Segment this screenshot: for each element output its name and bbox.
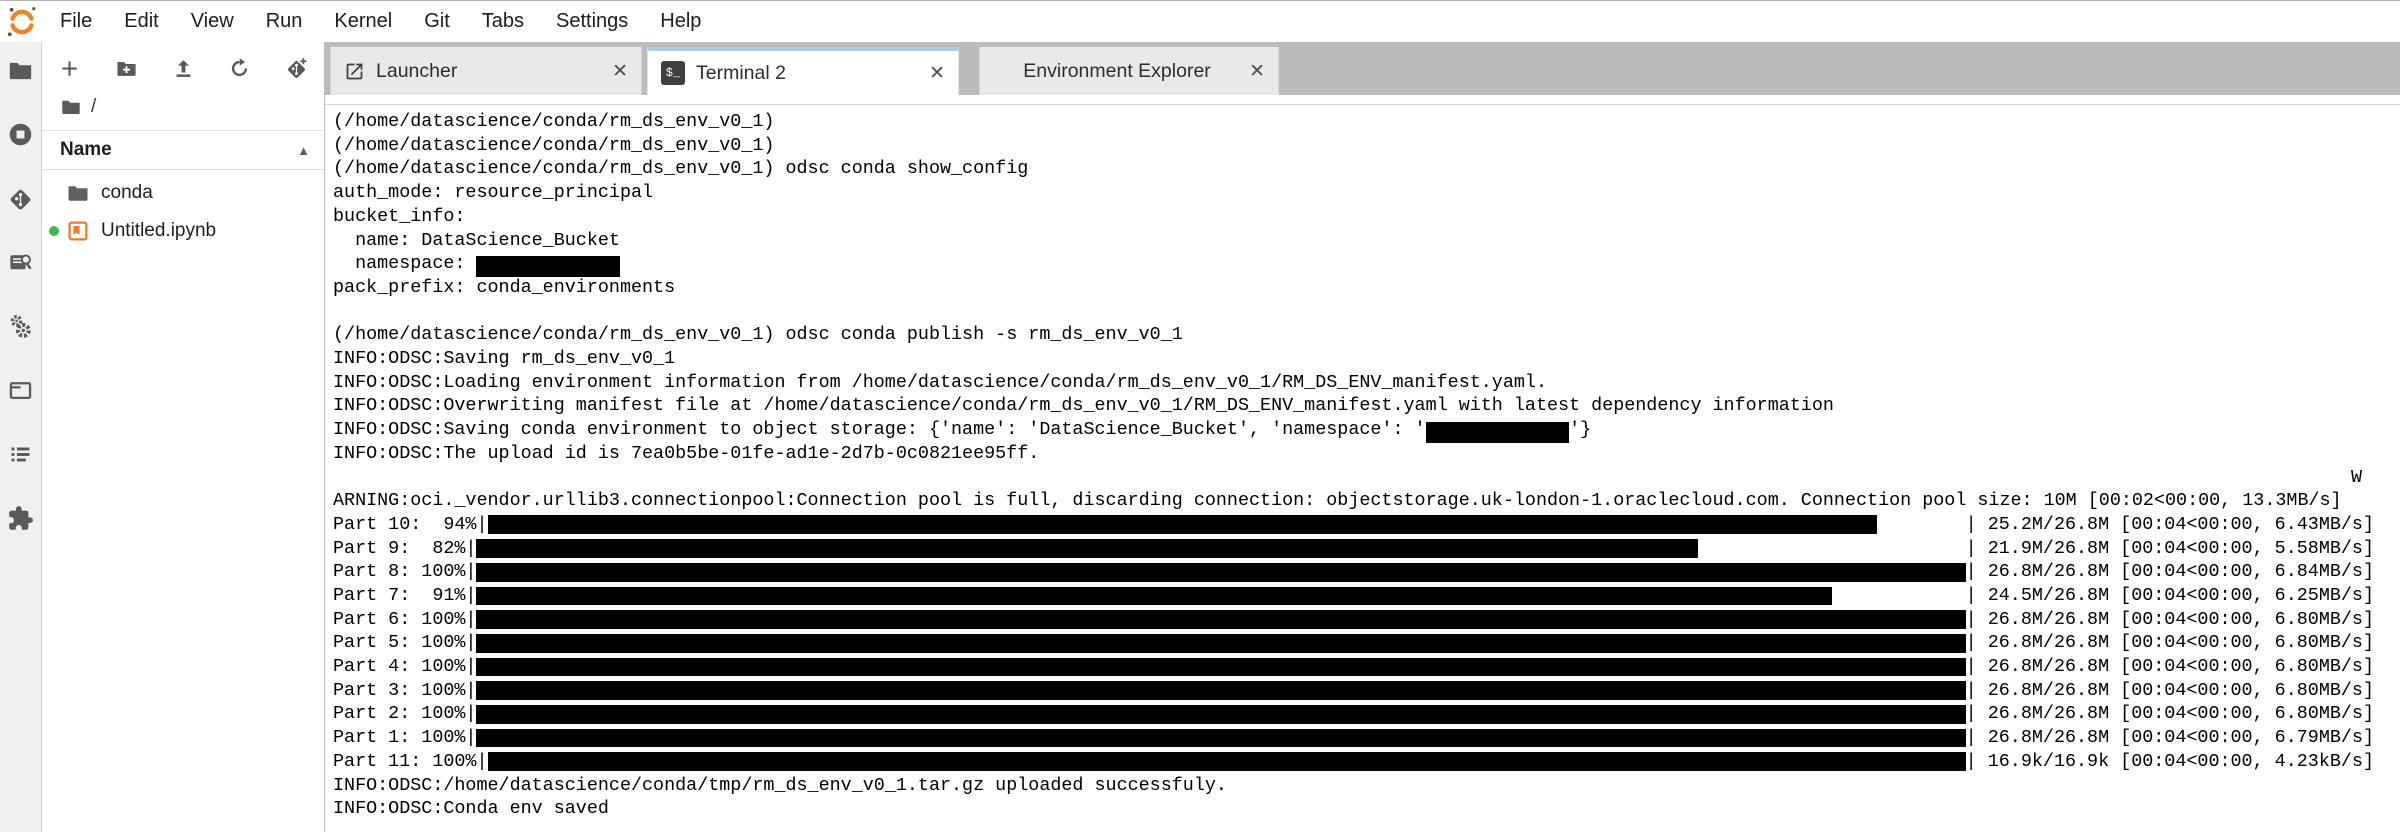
progress-stats: | 26.8M/26.8M [00:04<00:00, 6.80MB/s] xyxy=(1965,703,2374,725)
progress-stats: | 26.8M/26.8M [00:04<00:00, 6.79MB/s] xyxy=(1965,727,2374,749)
close-icon[interactable]: ✕ xyxy=(612,60,628,82)
terminal-line: INFO:ODSC:Overwriting manifest file at /home/datascience/conda/rm_ds_env_v0_1/RM_DS_ENV_manifest.yaml with latest dependency information xyxy=(333,395,1834,417)
file-list-header[interactable] xyxy=(42,130,324,170)
odsc-logo-icon xyxy=(0,5,44,39)
progress-bar xyxy=(488,515,1966,534)
git-icon[interactable] xyxy=(7,185,34,212)
terminal-line: INFO:ODSC:Loading environment information from /home/datascience/conda/rm_ds_env_v0_1/RM_DS_ENV_manifest.yaml. xyxy=(333,371,1547,393)
progress-label: Part 4: 100%| xyxy=(333,656,477,678)
progress-label: Part 5: 100%| xyxy=(333,632,477,654)
menu-help[interactable]: Help xyxy=(660,10,702,32)
terminal-icon: $_ xyxy=(661,61,685,85)
terminal-progress-line xyxy=(333,679,2374,703)
terminal-line: bucket_info: xyxy=(333,205,466,227)
progress-bar-fill xyxy=(476,729,1965,748)
terminal-text: namespace: xyxy=(333,253,477,275)
progress-bar xyxy=(476,539,1965,558)
terminal-progress-line xyxy=(333,513,2374,537)
progress-bar-fill xyxy=(476,681,1965,700)
terminal-line: INFO:ODSC:/home/datascience/conda/tmp/rm_ds_env_v0_1.tar.gz uploaded successfuly. xyxy=(333,774,1227,796)
terminal-line: (/home/datascience/conda/rm_ds_env_v0_1) xyxy=(333,111,775,132)
menu-view[interactable]: View xyxy=(190,10,234,32)
progress-bar-fill xyxy=(476,705,1965,724)
breadcrumb[interactable] xyxy=(42,94,324,130)
progress-bar-fill xyxy=(488,515,1877,534)
terminal-line: INFO:ODSC:Saving rm_ds_env_v0_1 xyxy=(333,348,676,370)
menu-settings[interactable]: Settings xyxy=(556,10,629,32)
menu-run[interactable]: Run xyxy=(265,10,303,32)
progress-stats: | 21.9M/26.8M [00:04<00:00, 5.58MB/s] xyxy=(1965,537,2374,559)
progress-bar-fill xyxy=(476,634,1965,653)
main-area xyxy=(0,42,2400,832)
progress-bar-fill xyxy=(476,539,1697,558)
tab-label: Launcher xyxy=(376,59,458,82)
terminal-text: INFO:ODSC:Saving conda environment to object storage: {'name': 'DataScience_Bucket', 'namespace': ' xyxy=(333,419,1426,441)
terminal-line: (/home/datascience/conda/rm_ds_env_v0_1) odsc conda show_config xyxy=(333,158,1029,180)
progress-bar-fill xyxy=(476,563,1965,582)
progress-bar xyxy=(488,752,1966,771)
terminal-line: (/home/datascience/conda/rm_ds_env_v0_1) odsc conda publish -s rm_ds_env_v0_1 xyxy=(333,324,1183,346)
file-name: Untitled.ipynb xyxy=(101,220,217,241)
progress-bar xyxy=(476,681,1965,700)
progress-bar-fill xyxy=(488,752,1966,771)
new-launcher-plus-icon[interactable] xyxy=(58,57,81,80)
extensions-puzzle-icon[interactable] xyxy=(7,505,34,532)
new-folder-icon[interactable] xyxy=(115,57,138,80)
running-sessions-icon[interactable] xyxy=(7,121,34,148)
main-dock-panel xyxy=(325,42,2400,832)
menu-items xyxy=(44,10,717,33)
folder-icon xyxy=(66,181,90,205)
progress-stats: | 25.2M/26.8M [00:04<00:00, 6.43MB/s] xyxy=(1965,513,2374,535)
progress-stats: | 26.8M/26.8M [00:04<00:00, 6.84MB/s] xyxy=(1965,561,2374,583)
progress-label: Part 9: 82%| xyxy=(333,537,477,559)
table-of-contents-icon[interactable] xyxy=(7,441,34,468)
open-tabs-icon[interactable] xyxy=(7,377,34,404)
terminal-line xyxy=(333,300,2374,324)
progress-label: Part 3: 100%| xyxy=(333,679,477,701)
file-row-conda[interactable] xyxy=(42,174,324,212)
running-status-dot xyxy=(49,226,59,236)
progress-bar-fill xyxy=(476,587,1831,606)
progress-bar xyxy=(476,634,1965,653)
terminal-progress-line xyxy=(333,726,2374,750)
progress-stats: | 26.8M/26.8M [00:04<00:00, 6.80MB/s] xyxy=(1965,656,2374,678)
terminal-line-redacted xyxy=(333,252,2374,276)
terminal-progress-line xyxy=(333,537,2374,561)
tab-label: Environment Explorer xyxy=(1023,59,1211,82)
terminal-progress-line xyxy=(333,702,2374,726)
progress-bar xyxy=(476,563,1965,582)
progress-bar xyxy=(476,610,1965,629)
inspector-search-icon[interactable] xyxy=(7,249,34,276)
progress-bar xyxy=(476,658,1965,677)
redaction-box xyxy=(476,256,619,277)
terminal-line: ARNING:oci._vendor.urllib3.connectionpool:Connection pool is full, discarding connection: objectstorage.uk-london-1.oraclecloud.com. Connection pool size: 10M [00:02<00:00, 13.3MB/s] xyxy=(333,490,2342,512)
files-folder-icon[interactable] xyxy=(7,57,34,84)
progress-bar xyxy=(476,705,1965,724)
progress-bar xyxy=(476,587,1965,606)
progress-label: Part 6: 100%| xyxy=(333,608,477,630)
progress-label: Part 2: 100%| xyxy=(333,703,477,725)
progress-stats: | 26.8M/26.8M [00:04<00:00, 6.80MB/s] xyxy=(1965,679,2374,701)
progress-stats: | 26.8M/26.8M [00:04<00:00, 6.80MB/s] xyxy=(1965,608,2374,630)
progress-stats: | 24.5M/26.8M [00:04<00:00, 6.25MB/s] xyxy=(1965,585,2374,607)
file-list xyxy=(42,170,324,250)
refresh-icon[interactable] xyxy=(228,57,251,80)
tab-terminal-2[interactable] xyxy=(647,47,959,95)
tab-label: Terminal 2 xyxy=(696,61,786,84)
progress-label: Part 8: 100%| xyxy=(333,561,477,583)
menu-file[interactable]: File xyxy=(60,10,93,32)
progress-stats: | 16.9k/16.9k [00:04<00:00, 4.23kB/s] xyxy=(1965,750,2374,772)
tab-bar xyxy=(325,42,2400,95)
menu-tabs[interactable]: Tabs xyxy=(481,10,525,32)
file-row-untitled-ipynb[interactable] xyxy=(42,212,324,250)
file-browser-panel xyxy=(42,42,325,832)
progress-label: Part 7: 91%| xyxy=(333,585,477,607)
menu-bar xyxy=(0,1,2400,42)
breadcrumb-folder-icon xyxy=(60,96,82,118)
progress-bar xyxy=(476,729,1965,748)
terminal-output[interactable] xyxy=(325,104,2400,832)
progress-label: Part 1: 100%| xyxy=(333,727,477,749)
tab-environment-explorer[interactable] xyxy=(979,47,1279,95)
upload-icon[interactable] xyxy=(172,57,195,80)
terminal-progress-line xyxy=(333,560,2374,584)
progress-label: Part 11: 100%| xyxy=(333,750,488,772)
progress-label: Part 10: 94%| xyxy=(333,513,488,535)
terminal-text: '} xyxy=(1569,419,1592,441)
terminal-line: pack_prefix: conda_environments xyxy=(333,276,676,298)
tab-launcher[interactable] xyxy=(330,47,642,95)
terminal-progress-line xyxy=(333,608,2374,632)
menu-kernel[interactable]: Kernel xyxy=(334,10,393,32)
progress-stats: | 26.8M/26.8M [00:04<00:00, 6.80MB/s] xyxy=(1965,632,2374,654)
close-icon[interactable]: ✕ xyxy=(929,62,945,84)
menu-edit[interactable]: Edit xyxy=(124,10,159,32)
git-clone-icon[interactable] xyxy=(285,57,308,80)
progress-bar-fill xyxy=(476,610,1965,629)
terminal-line: name: DataScience_Bucket xyxy=(333,229,620,251)
terminal-progress-line xyxy=(333,584,2374,608)
terminal-progress-line xyxy=(333,655,2374,679)
terminal-line: auth_mode: resource_principal xyxy=(333,182,654,204)
launcher-icon xyxy=(344,61,365,82)
terminal-line-redacted xyxy=(333,418,2374,442)
left-activity-bar xyxy=(0,42,42,832)
name-column-header[interactable]: Name xyxy=(60,139,112,160)
terminal-progress-line xyxy=(333,631,2374,655)
caret-up-icon: ▲ xyxy=(297,142,310,158)
breadcrumb-root[interactable]: / xyxy=(91,96,97,117)
gears-icon[interactable] xyxy=(7,313,34,340)
close-icon[interactable]: ✕ xyxy=(1249,60,1265,82)
redaction-box xyxy=(1426,422,1569,443)
menu-git[interactable]: Git xyxy=(424,10,450,32)
dock-panel-gap xyxy=(325,95,2400,104)
notebook-icon xyxy=(66,219,90,243)
terminal-line: (/home/datascience/conda/rm_ds_env_v0_1) xyxy=(333,134,775,156)
file-browser-toolbar xyxy=(42,42,324,94)
terminal-progress-line xyxy=(333,750,2374,774)
progress-bar-fill xyxy=(476,658,1965,677)
terminal-line: INFO:ODSC:The upload id is 7ea0b5be-01fe-ad1e-2d7b-0c0821ee95ff. xyxy=(333,442,1040,464)
terminal-line: W xyxy=(2350,466,2362,488)
status-dot xyxy=(49,188,59,198)
file-name: conda xyxy=(101,182,153,203)
terminal-line: INFO:ODSC:Conda env saved xyxy=(333,798,609,820)
